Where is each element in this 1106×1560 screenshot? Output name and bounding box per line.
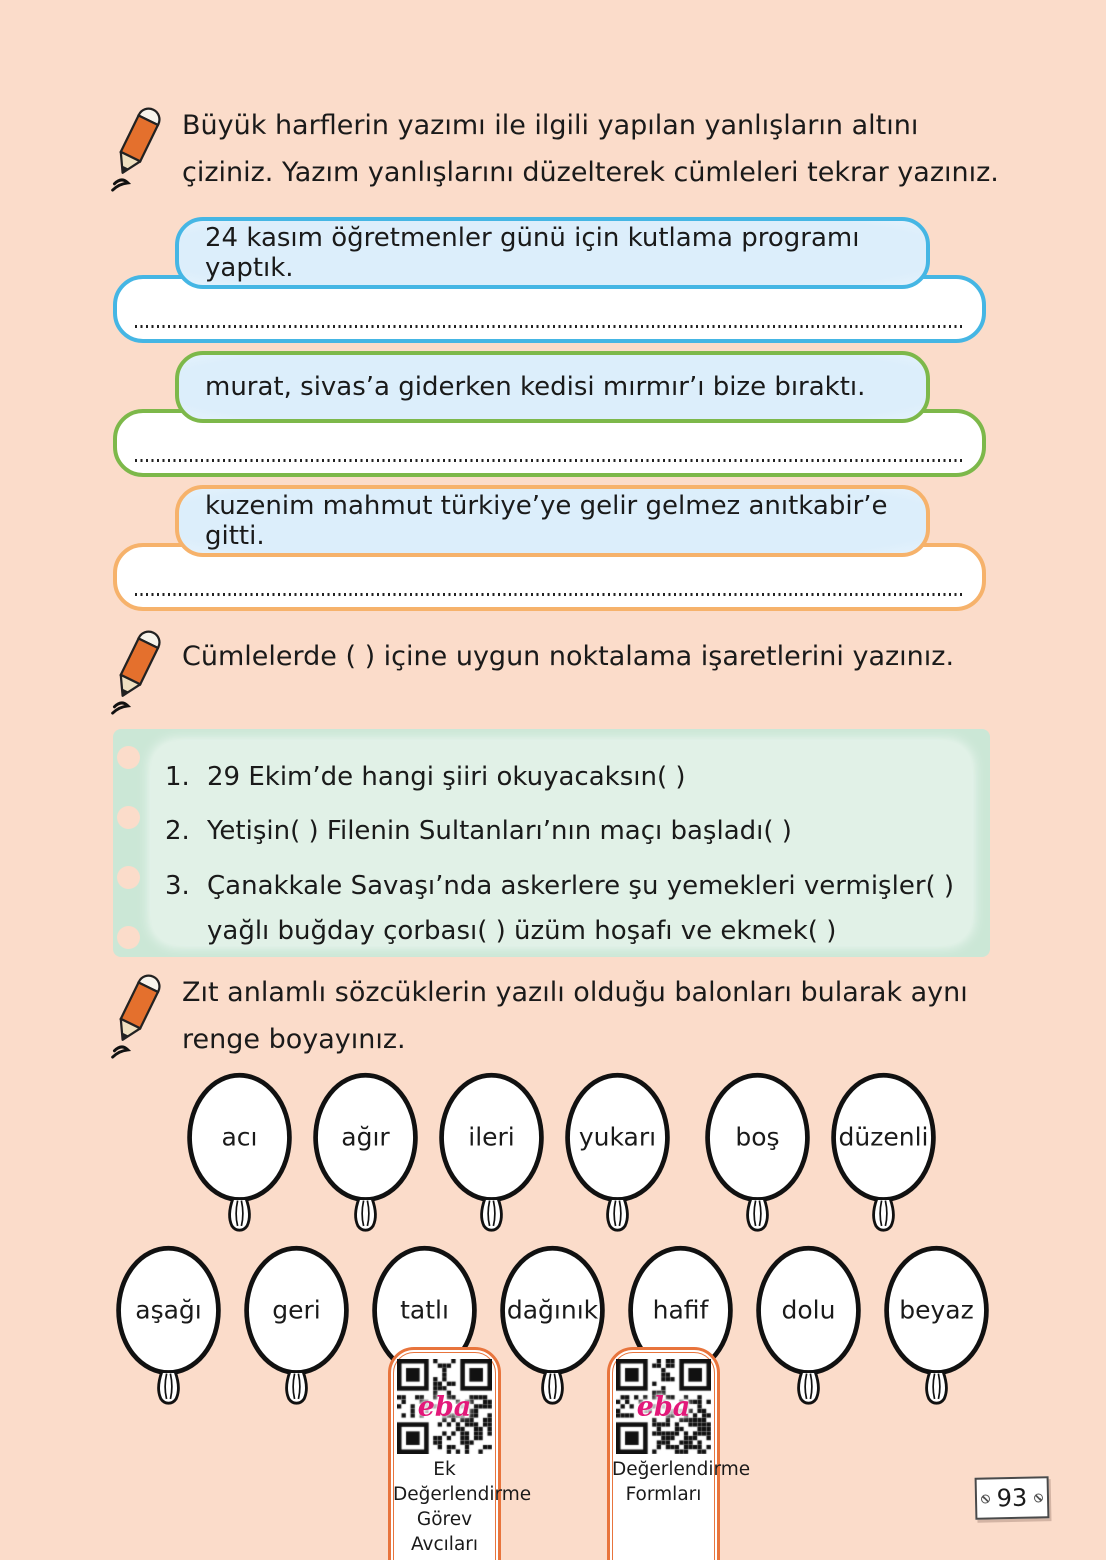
balloon-asagi[interactable] (112, 1244, 225, 1407)
balloon-shape-icon (240, 1244, 353, 1407)
balloon-shape-icon (112, 1244, 225, 1407)
pencil-icon (100, 963, 172, 1063)
qr-code (616, 1359, 711, 1454)
balloon-shape-icon (309, 1071, 422, 1234)
balloon-beyaz[interactable] (880, 1244, 993, 1407)
punctuation-box (113, 729, 990, 957)
balloon-label: dağınık (506, 1295, 599, 1325)
balloon-agir[interactable] (309, 1071, 422, 1234)
balloon-dolu[interactable] (752, 1244, 865, 1407)
balloon-shape-icon (880, 1244, 993, 1407)
task-antonyms-instruction: Zıt anlamlı sözcüklerin yazılı olduğu balonları bularak aynı renge boyayınız. (182, 976, 968, 1055)
sentence-bubble-3 (175, 485, 930, 557)
balloon-label: düzenli (838, 1122, 929, 1152)
page-number: 93 (996, 1483, 1028, 1513)
task-punctuation-instruction: Cümlelerde ( ) içine uygun noktalama işaretlerini yazınız. (182, 640, 955, 672)
balloon-geri[interactable] (240, 1244, 353, 1407)
page-number-plate (975, 1476, 1050, 1520)
balloon-duzenli[interactable] (827, 1071, 940, 1234)
eba-logo: eba (636, 1391, 691, 1422)
balloon-label: boş (735, 1122, 780, 1152)
task-punctuation-header (100, 619, 1106, 719)
balloon-label: ağır (341, 1122, 390, 1152)
task-rewrite-instruction: Büyük harflerin yazımı ile ilgili yapılan yanlışların altını çiziniz. Yazım yanlışlarını düzelterek cümleleri tekrar yazınız. (182, 110, 999, 189)
balloon-label: acı (221, 1122, 258, 1152)
qr-card-ek-degerlendirme (388, 1347, 532, 1560)
sentence-text-3: kuzenim mahmut türkiye’ye gelir gelmez anıtkabir’e gitti. (205, 490, 888, 551)
balloon-label: tatlı (400, 1295, 449, 1325)
balloon-shape-icon (435, 1071, 548, 1234)
balloon-label: ileri (468, 1122, 515, 1152)
balloon-label: dolu (781, 1295, 836, 1325)
sentence-text-2: murat, sivas’a giderken kedisi mırmır’ı bize bıraktı. (205, 371, 866, 402)
balloon-shape-icon (496, 1244, 609, 1407)
balloon-bos[interactable] (701, 1071, 814, 1234)
item-number: 3. (165, 870, 190, 901)
qr-card-degerlendirme-formlari (607, 1347, 751, 1560)
sentence-bubble-2 (175, 351, 930, 423)
sentence-text-1: 24 kasım öğretmenler günü için kutlama programı yaptık. (205, 222, 860, 283)
item-text: 29 Ekim’de hangi şiiri okuyacaksın( ) (207, 761, 686, 792)
rewrite-item-2 (113, 351, 986, 477)
rewrite-item-1 (113, 217, 986, 343)
qr-card-label: Ek Değerlendirme Görev Avcıları (393, 1459, 532, 1555)
balloon-daginik[interactable] (496, 1244, 609, 1407)
balloon-yukari[interactable] (561, 1071, 674, 1234)
balloon-ileri[interactable] (435, 1071, 548, 1234)
item-number: 2. (165, 816, 190, 846)
balloon-label: geri (272, 1295, 321, 1325)
punctuation-list (113, 729, 990, 955)
balloon-label: beyaz (899, 1295, 974, 1325)
rewrite-item-3 (113, 485, 986, 611)
answer-line-1[interactable] (135, 325, 964, 328)
punctuation-item-2[interactable] (165, 809, 960, 855)
punctuation-item-1[interactable] (165, 755, 960, 801)
screw-icon (1034, 1493, 1043, 1502)
rewrite-items (113, 217, 986, 611)
balloon-label: yukarı (578, 1122, 657, 1152)
balloon-aci[interactable] (183, 1071, 296, 1234)
qr-code (397, 1359, 492, 1454)
pencil-icon (100, 619, 172, 719)
balloon-shape-icon (701, 1071, 814, 1234)
eba-logo: eba (417, 1391, 472, 1422)
item-number: 1. (165, 761, 190, 792)
pencil-icon (100, 96, 172, 196)
balloon-label: hafif (652, 1295, 709, 1325)
screw-icon (981, 1494, 990, 1503)
answer-line-3[interactable] (135, 593, 964, 596)
balloon-label: aşağı (135, 1295, 202, 1325)
punctuation-item-3[interactable] (165, 864, 960, 955)
balloon-shape-icon (183, 1071, 296, 1234)
balloon-shape-icon (561, 1071, 674, 1234)
item-text: Yetişin( ) Filenin Sultanları’nın maçı başladı( ) (207, 816, 792, 846)
task-antonyms-header (100, 963, 1106, 1064)
qr-card-label: Değerlendirme Formları (612, 1459, 751, 1505)
balloon-row-1 (183, 1071, 1106, 1234)
balloon-shape-icon (827, 1071, 940, 1234)
task-rewrite-header (100, 0, 1106, 197)
sentence-bubble-1 (175, 217, 930, 289)
item-text: Çanakkale Savaşı’nda askerlere şu yemekleri vermişler( ) yağlı buğday çorbası( ) üzüm hoşafı ve ekmek( ) (207, 870, 955, 946)
answer-line-2[interactable] (135, 459, 964, 462)
balloon-shape-icon (752, 1244, 865, 1407)
